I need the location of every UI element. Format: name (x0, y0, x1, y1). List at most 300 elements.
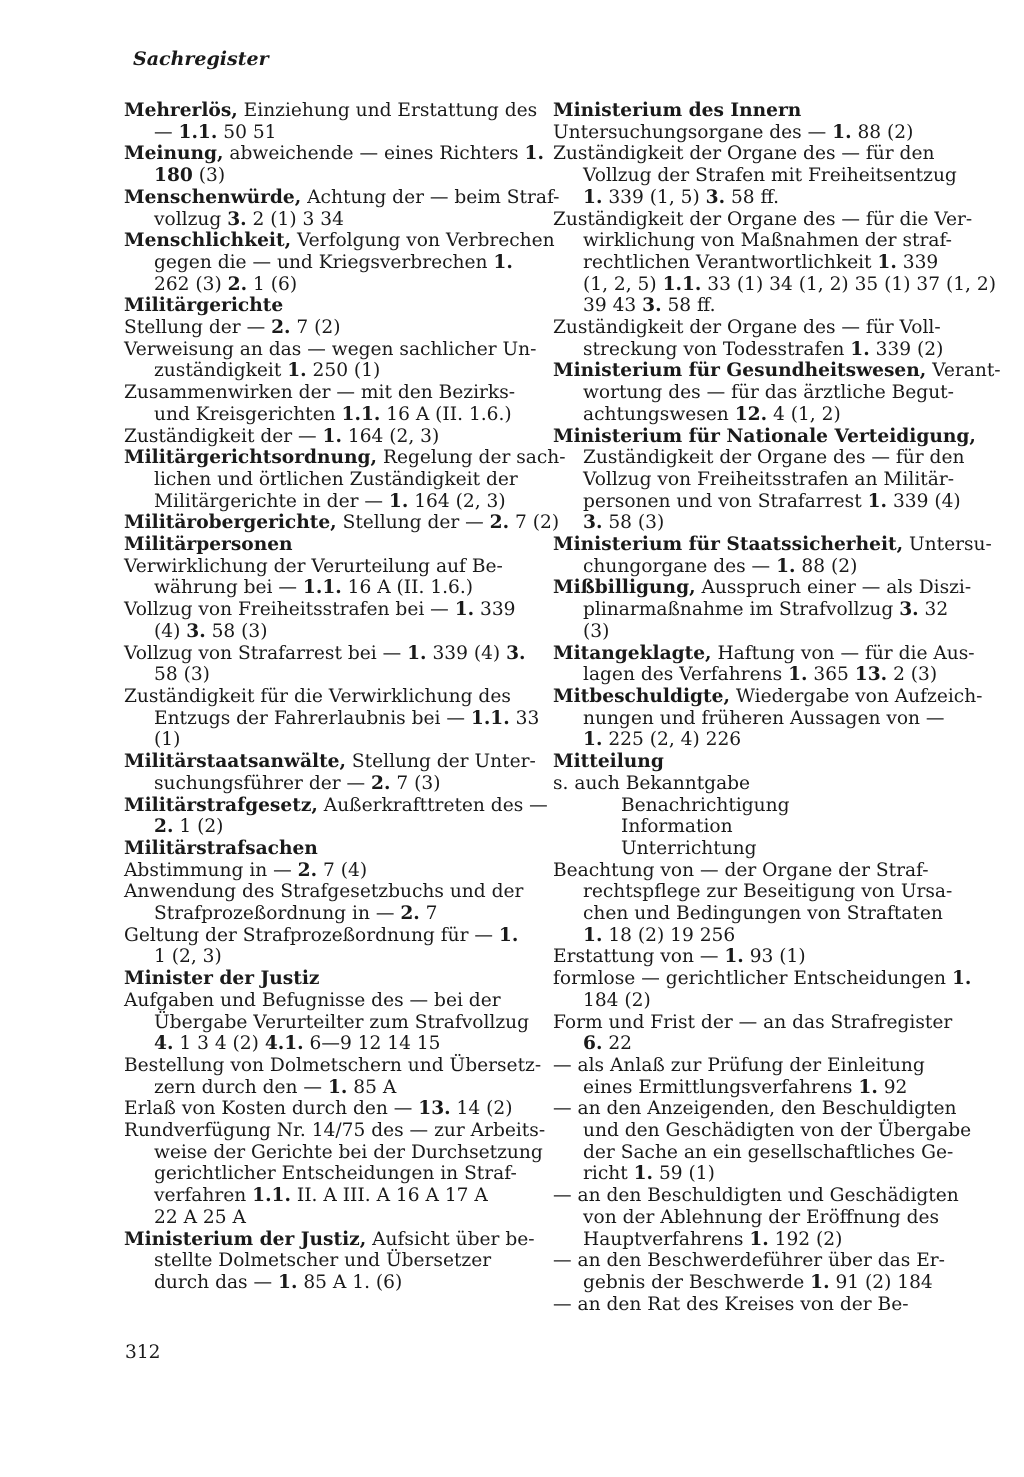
law-reference: 3. (642, 295, 662, 317)
index-line (124, 1077, 534, 1099)
index-line (553, 491, 965, 513)
index-line (124, 686, 534, 708)
law-reference: 2. (400, 903, 420, 925)
index-line (124, 881, 534, 903)
entry-text: Hauptverfahrens (583, 1228, 750, 1250)
entry-keyword: Mitteilung (553, 751, 664, 773)
entry-text: formlose — gerichtlicher Entscheidungen (553, 968, 952, 990)
entry-text: plinarmaßnahme im Strafvollzug (583, 599, 900, 621)
law-reference: 1. (278, 1271, 298, 1293)
index-line (124, 556, 534, 578)
law-reference: 1. (788, 664, 808, 686)
paragraph-reference: 339 (1, 5) (602, 186, 706, 208)
law-reference: 1. (776, 555, 796, 577)
law-reference: 1.1. (662, 273, 702, 295)
index-entry-head (124, 447, 566, 469)
paragraph-reference: 365 (807, 664, 855, 686)
entry-text: 184 (2) (583, 989, 651, 1011)
index-line (124, 1185, 534, 1207)
paragraph-reference: 192 (2) (768, 1228, 843, 1250)
entry-text: — an den Beschwerdeführer über das Er- (553, 1250, 945, 1272)
entry-text: Information (621, 816, 733, 838)
index-line (124, 599, 534, 621)
law-reference: 3. (227, 208, 247, 230)
index-line (124, 1054, 542, 1077)
paragraph-reference: 2 (1) 3 34 (246, 208, 344, 230)
paragraph-reference: 92 (877, 1076, 908, 1098)
entry-text: — an den Anzeigenden, den Beschuldigten (553, 1098, 957, 1120)
index-line (124, 122, 534, 144)
law-reference: 1. (388, 490, 409, 512)
entry-text: Achtung der — beim Straf- (301, 186, 560, 208)
entry-text: Geltung der Strafprozeßordnung für — (124, 924, 499, 946)
index-line (553, 143, 965, 165)
entry-text: eines Ermittlungsverfahrens (583, 1076, 859, 1098)
index-entry-head (124, 512, 560, 534)
entry-keyword: Mißbilligung, (553, 577, 696, 599)
entry-text: Aufgaben und Befugnisse des — bei der (124, 989, 501, 1011)
entry-keyword: Ministerium für Staatssicherheit, (553, 534, 904, 556)
index-entry-head (553, 577, 972, 599)
index-line (553, 404, 965, 426)
law-reference: 2. (154, 816, 174, 838)
paragraph-reference: 2 (3) (887, 664, 938, 686)
paragraph-reference: 33 (1) 34 (1, 2) 35 (1) 37 (1, 2) (701, 273, 996, 295)
entry-keyword: Ministerium für Nationale Verteidigung, (553, 425, 976, 447)
entry-text: Außerkrafttreten des — (317, 794, 548, 816)
index-entry-head (124, 143, 544, 165)
paragraph-reference: 91 (2) 184 (829, 1271, 933, 1293)
entry-text: streckung von Todesstrafen (583, 338, 851, 360)
index-entry-head (124, 968, 534, 990)
index-line (124, 1141, 543, 1164)
index-line (124, 621, 534, 643)
index-entry-head (553, 642, 975, 665)
index-line (553, 990, 965, 1012)
entry-text: vollzug (154, 208, 228, 230)
law-reference: 2. (271, 317, 291, 339)
paragraph-reference: 6—9 12 14 15 (303, 1033, 441, 1055)
index-line (553, 1055, 965, 1077)
entry-text: wortung des — für das ärztliche Begut- (583, 382, 954, 404)
entry-text: Verant- (926, 360, 1001, 382)
entry-text: Beachtung von — der Organe der Straf- (553, 859, 929, 881)
index-line (124, 1250, 534, 1272)
paragraph-reference: 59 (1) (653, 1163, 715, 1185)
index-line (124, 317, 534, 339)
law-reference: 180 (154, 165, 193, 187)
entry-text: Verwirklichung der Verurteilung auf Be- (124, 555, 503, 577)
paragraph-reference: 88 (2) (851, 121, 914, 143)
paragraph-reference: 7 (419, 903, 438, 925)
entry-keyword: Ministerium für Gesundheitswesen, (553, 360, 927, 382)
index-line (124, 1163, 534, 1185)
index-line (124, 165, 534, 187)
index-entry-head (553, 100, 965, 122)
entry-text: Erlaß von Kosten durch den — (124, 1098, 419, 1120)
entry-text: achtungswesen (583, 403, 735, 425)
entry-text: — an den Rat des Kreises von der Be- (553, 1293, 909, 1315)
paragraph-reference: 1 3 4 (2) (173, 1033, 265, 1055)
entry-text: Aufsicht über be- (366, 1228, 535, 1250)
entry-text: zern durch den — (154, 1076, 328, 1098)
index-line (553, 1229, 965, 1251)
index-entry-head (553, 751, 965, 773)
index-entry-head (124, 751, 534, 773)
entry-text: stellte Dolmetscher und Übersetzer (154, 1250, 492, 1272)
entry-text: — an den Beschuldigten und Geschädigten (553, 1185, 959, 1207)
index-line (124, 903, 534, 925)
index-line (124, 773, 534, 795)
entry-text: (4) (154, 620, 187, 642)
index-line (124, 252, 534, 274)
entry-text: Übergabe Verurteilter zum Strafvollzug (154, 1011, 530, 1033)
entry-text: 262 (3) (154, 273, 228, 295)
paragraph-reference: 164 (2, 3) (341, 425, 440, 447)
law-reference: 12. (734, 403, 768, 425)
page-number: 312 (125, 1342, 161, 1363)
index-entry-head (124, 186, 560, 209)
law-reference: 2. (489, 512, 510, 534)
paragraph-reference: 18 (2) 19 256 (602, 924, 736, 946)
entry-text: chen und Bedingungen von Straftaten (583, 903, 943, 925)
index-line (124, 729, 534, 751)
paragraph-reference: 1 (6) (247, 273, 298, 295)
entry-text: währung bei — (154, 577, 303, 599)
law-reference: 1. (524, 143, 544, 165)
law-reference: 1. (583, 186, 603, 208)
index-line (553, 1033, 965, 1055)
law-reference: 1. (877, 251, 897, 273)
law-reference: 4.1. (264, 1033, 304, 1055)
index-line (553, 708, 965, 730)
index-line (124, 990, 534, 1012)
paragraph-reference: 7 (2) (290, 317, 341, 339)
index-entry-head (124, 230, 555, 252)
entry-text: lichen und örtlichen Zuständigkeit der (154, 468, 518, 490)
index-line (553, 208, 973, 231)
entry-keyword: Militärgerichte (124, 295, 284, 317)
entry-keyword: Menschenwürde, (124, 186, 302, 208)
index-line (553, 1163, 965, 1185)
index-line (553, 664, 965, 686)
entry-text: Zuständigkeit der Organe des — für die Ver- (553, 208, 973, 230)
law-reference: 1.1. (470, 707, 510, 729)
law-reference: 1. (810, 1271, 830, 1293)
law-reference: 3. (186, 620, 206, 642)
index-line (553, 1142, 965, 1164)
entry-text: Benachrichtigung (621, 794, 790, 816)
paragraph-reference: 16 A (II. 1.6.) (341, 577, 474, 599)
index-line (124, 1033, 534, 1055)
law-reference: 1. (493, 251, 513, 273)
index-line (124, 1012, 534, 1034)
entry-text: s. auch Bekanntgabe (553, 772, 751, 794)
paragraph-reference: 4 (1, 2) (767, 403, 841, 425)
entry-text: und Kreisgerichten (154, 403, 342, 425)
law-reference: 1.1. (341, 403, 381, 425)
law-reference: 1.1. (252, 1185, 291, 1207)
law-reference: 1. (867, 490, 888, 512)
entry-keyword: Meinung, (124, 143, 224, 165)
index-line (124, 1272, 534, 1294)
index-line (553, 1294, 965, 1316)
index-line (553, 968, 972, 990)
paragraph-reference: 58 (3) (205, 620, 268, 642)
index-line (124, 1207, 534, 1229)
index-line (124, 274, 534, 296)
law-reference: 3. (506, 642, 526, 664)
paragraph-reference: 22 (602, 1033, 632, 1055)
index-line (553, 252, 965, 274)
entry-text: Vollzug von Freiheitsstrafen bei — (124, 599, 455, 621)
entry-text: verfahren (154, 1185, 253, 1207)
entry-text: (1, 2, 5) (583, 273, 663, 295)
index-line (553, 1250, 965, 1272)
entry-text: Untersuchungsorgane des — (553, 121, 833, 143)
entry-text: Regelung der sach- (377, 447, 566, 469)
entry-text: Ausspruch einer — als Diszi- (695, 577, 972, 599)
index-line (553, 382, 965, 404)
law-reference: 1. (322, 425, 342, 447)
law-reference: 1. (454, 599, 475, 621)
index-line (553, 838, 965, 860)
index-column-left (124, 100, 566, 1294)
law-reference: 4. (154, 1033, 174, 1055)
entry-keyword: Ministerium der Justiz, (124, 1228, 367, 1250)
index-entry-head (124, 794, 548, 817)
entry-keyword: Minister der Justiz (124, 968, 320, 990)
paragraph-reference: 93 (1) (743, 946, 806, 968)
entry-text: chungorgane des — (583, 555, 777, 577)
paragraph-reference: 58 ff. (725, 186, 780, 208)
entry-text: durch das — (154, 1271, 279, 1293)
entry-text: Stellung der Unter- (346, 751, 536, 773)
law-reference: 1. (498, 924, 519, 946)
entry-text: Vollzug von Freiheitsstrafen an Militär- (583, 468, 954, 490)
paragraph-reference: 58 (3) (602, 512, 665, 534)
law-reference: 1. (832, 121, 852, 143)
index-line (553, 512, 965, 534)
entry-text: personen und von Strafarrest (583, 490, 868, 512)
entry-keyword: Ministerium des Innern (553, 100, 802, 121)
index-line (553, 1185, 965, 1207)
paragraph-reference: 85 A 1. (6) (297, 1271, 403, 1293)
entry-text: abweichende — eines Richters (223, 143, 525, 165)
paragraph-reference: 14 (2) (450, 1098, 513, 1120)
law-reference: 1. (583, 729, 603, 751)
index-line (124, 1098, 534, 1120)
law-reference: 1. (951, 968, 972, 990)
index-line (553, 122, 965, 144)
index-line (553, 556, 965, 578)
index-entry-head (124, 1229, 534, 1251)
entry-text: suchungsführer der — (154, 772, 372, 794)
law-reference: 1. (850, 338, 870, 360)
law-reference: 1.1. (302, 577, 342, 599)
entry-keyword: Mitbeschuldigte, (553, 685, 730, 707)
index-line (124, 707, 540, 730)
index-line (124, 209, 534, 231)
index-line (553, 881, 965, 903)
index-line (553, 447, 965, 469)
index-line (124, 664, 534, 686)
index-line (553, 339, 965, 361)
index-line (124, 643, 534, 665)
law-reference: 1. (327, 1076, 348, 1098)
law-reference: 1. (287, 360, 307, 382)
entry-text: Entzugs der Fahrerlaubnis bei — (154, 707, 471, 729)
entry-text: Stellung der — (336, 512, 490, 534)
index-line (553, 795, 965, 817)
entry-text: gerichtlicher Entscheidungen in Straf- (154, 1163, 517, 1185)
entry-text: Erstattung von — (553, 946, 725, 968)
entry-text: weise der Gerichte bei der Durchsetzung (154, 1141, 543, 1163)
index-line (553, 273, 996, 296)
entry-text: Zuständigkeit für die Verwirklichung des (124, 685, 511, 707)
index-entry-head (124, 534, 534, 556)
law-reference: 1. (724, 946, 744, 968)
paragraph-reference: 339 (4) (426, 642, 507, 664)
law-reference: 1. (749, 1228, 769, 1250)
entry-text: der Sache an ein gesellschaftliches Ge- (583, 1141, 954, 1163)
law-reference: 2. (297, 859, 318, 881)
index-line (553, 773, 965, 795)
paragraph-reference: 85 A (347, 1076, 397, 1098)
paragraph-reference: 164 (2, 3) (408, 490, 506, 512)
paragraph-reference: 339 (4) (887, 490, 961, 512)
law-reference: 6. (583, 1033, 603, 1055)
entry-text: gebnis der Beschwerde (583, 1271, 811, 1293)
entry-text: Zuständigkeit der Organe des — für den (583, 447, 965, 469)
entry-text: Untersu- (903, 534, 992, 556)
index-line (553, 187, 965, 209)
entry-keyword: Menschlichkeit, (124, 230, 292, 252)
paragraph-reference: 50 51 (217, 121, 277, 143)
index-line (124, 577, 534, 599)
entry-text: wirklichung von Maßnahmen der straf- (583, 230, 952, 252)
index-column-right (553, 100, 1001, 1315)
entry-text: 22 A 25 A (154, 1206, 246, 1228)
entry-text: Haftung von — für die Aus- (711, 642, 975, 664)
entry-text: Zusammenwirken der — mit den Bezirks- (124, 382, 516, 404)
entry-keyword: Militärpersonen (124, 534, 293, 556)
law-reference: 3. (583, 512, 603, 534)
entry-text: 58 (3) (154, 664, 210, 686)
entry-text: Verweisung an das — wegen sachlicher Un- (124, 338, 537, 360)
entry-text: (3) (583, 620, 610, 642)
index-line (124, 426, 534, 448)
page-header: Sachregister (133, 48, 269, 70)
index-line (553, 165, 965, 187)
index-line (553, 317, 965, 339)
paragraph-reference: 58 ff. (661, 295, 716, 317)
law-reference: 13. (854, 664, 888, 686)
index-line (124, 946, 534, 968)
entry-text: lagen des Verfahrens (583, 664, 789, 686)
paragraph-reference: 33 (509, 707, 540, 729)
index-line (553, 1120, 972, 1142)
law-reference: 1. (858, 1076, 878, 1098)
index-line (124, 382, 534, 404)
index-line (553, 230, 965, 252)
entry-keyword: Militärstaatsanwälte, (124, 751, 346, 773)
entry-text: 39 43 (583, 295, 643, 317)
entry-text: Vollzug der Strafen mit Freiheitsentzug (583, 165, 957, 187)
law-reference: 1. (407, 642, 427, 664)
entry-keyword: Militärgerichtsordnung, (124, 447, 378, 469)
index-line (124, 360, 534, 382)
index-line (553, 816, 965, 838)
index-entry-head (553, 534, 992, 556)
entry-keyword: Militärstrafgesetz, (124, 794, 318, 816)
index-line (124, 404, 534, 426)
index-entry-head (553, 360, 1001, 382)
law-reference: 2. (371, 772, 391, 794)
index-entry-head (124, 838, 534, 860)
entry-text: Zuständigkeit der — (124, 425, 323, 447)
entry-text: gegen die — und Kriegsverbrechen (154, 251, 494, 273)
index-entry-head (553, 685, 983, 708)
index-line (553, 729, 965, 751)
entry-keyword: Militärobergerichte, (124, 512, 337, 534)
law-reference: 13. (418, 1098, 451, 1120)
paragraph-reference: 32 (918, 599, 949, 621)
entry-text: nungen und früheren Aussagen von — (583, 707, 945, 729)
index-line (553, 1207, 965, 1229)
paragraph-reference: (3) (192, 165, 226, 187)
entry-text: Zuständigkeit der Organe des — für den (553, 143, 935, 165)
paragraph-reference: II. A III. A 16 A 17 A (290, 1185, 488, 1207)
index-line (553, 469, 965, 491)
entry-text: Einziehung und Erstattung des (237, 100, 538, 121)
entry-text: Form und Frist der — an das Strafregister (553, 1011, 953, 1033)
paragraph-reference: 339 (2) (869, 338, 944, 360)
entry-text: 1 (2, 3) (154, 946, 222, 968)
entry-text: (1) (154, 729, 181, 751)
entry-keyword: Mitangeklagte, (553, 642, 712, 664)
index-line (553, 599, 965, 621)
index-entry-head (553, 425, 976, 448)
index-line (553, 1012, 965, 1034)
entry-text: Unterrichtung (621, 837, 757, 859)
law-reference: 1. (583, 924, 603, 946)
law-reference: 2. (227, 273, 248, 295)
index-line (124, 816, 534, 838)
entry-text: Abstimmung in — (124, 859, 298, 881)
entry-text: von der Ablehnung der Eröffnung des (583, 1206, 940, 1228)
entry-text: Vollzug von Strafarrest bei — (124, 642, 408, 664)
entry-text: Militärgerichte in der — (154, 490, 389, 512)
index-line (553, 946, 965, 968)
entry-text: Zuständigkeit der Organe des — für Voll- (553, 317, 941, 339)
entry-text: richt (583, 1163, 634, 1185)
paragraph-reference: 339 (474, 599, 516, 621)
entry-text: Wiedergabe von Aufzeich- (729, 685, 983, 707)
law-reference: 1.1. (178, 121, 218, 143)
entry-text: Strafprozeßordnung in — (154, 903, 401, 925)
paragraph-reference: 88 (2) (795, 555, 858, 577)
index-line (553, 1098, 965, 1120)
entry-text: und den Geschädigten von der Übergabe (583, 1120, 972, 1142)
index-line (124, 491, 534, 513)
paragraph-reference: 225 (2, 4) 226 (602, 729, 742, 751)
entry-text: Bestellung von Dolmetschern und Übersetz- (124, 1054, 542, 1076)
paragraph-reference: 7 (4) (317, 859, 368, 881)
law-reference: 3. (899, 599, 919, 621)
index-line (553, 903, 965, 925)
index-line (553, 621, 965, 643)
